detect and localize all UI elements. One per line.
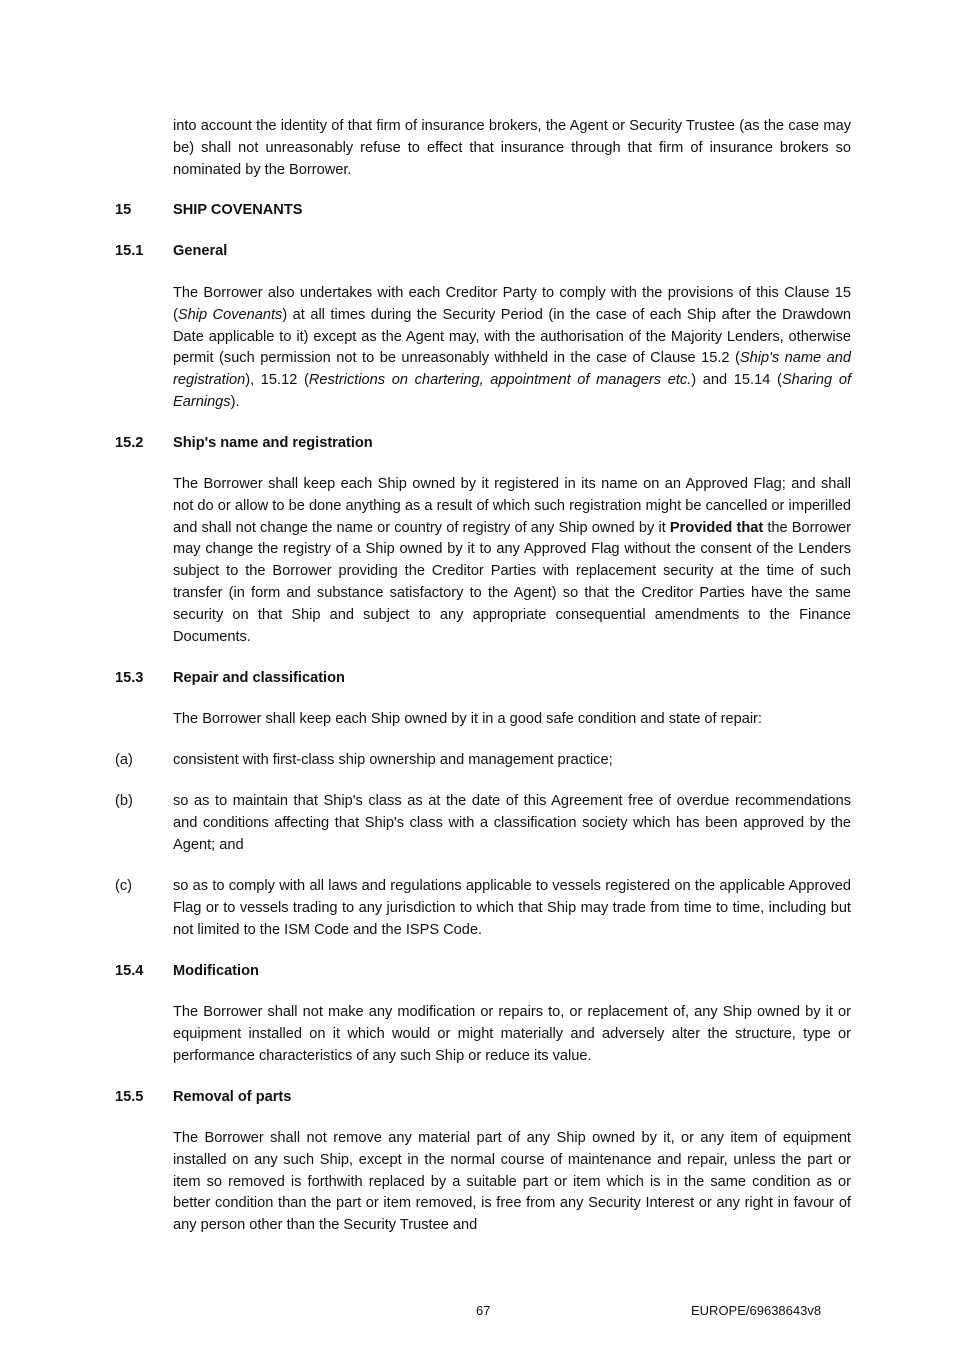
list-marker-b: (b) [115, 793, 133, 809]
text-run: ). [230, 393, 240, 410]
clause-15-1-paragraph [173, 283, 851, 414]
clause-15-title: SHIP COVENANTS [173, 202, 303, 218]
clause-reference-italic: Restrictions on chartering, appointment of managers etc. [308, 372, 692, 389]
clause-15-4-paragraph: The Borrower shall not make any modification or repairs to, or replacement of, any Ship owned by it or equipment installed on it which would or might materially and adversely alter the structure, type or performance characteristics of any such Ship or reduce its value. [173, 1004, 851, 1064]
clause-15-3-paragraph: The Borrower shall keep each Ship owned by it in a good safe condition and state of repair: [173, 711, 762, 727]
clause-15-4-number: 15.4 [115, 963, 144, 979]
clause-15-5-paragraph: The Borrower shall not remove any material part of any Ship owned by it, or any item of equipment installed on any such Ship, except in the normal course of maintenance and repair, unless the part or item so removed is forthwith replaced by a suitable part or item which is in the same condition as or better condition than the part or item removed, is free from any Security Interest or any right in favour of any person other than the Security Trustee and [173, 1130, 851, 1234]
clause-15-3-number: 15.3 [115, 670, 144, 686]
clause-15-4-title: Modification [173, 963, 259, 979]
text-run: ) at all times during the Security Period (in the case of each Ship after the Drawdown Date applicable to it) except as the Agent may, with the authorisation of the Majority Lenders, otherwise permit (such permission not to be unreasonably withheld in the case of Clause 15.2 ( [173, 306, 851, 367]
intro-paragraph: into account the identity of that firm of insurance brokers, the Agent or Security Trustee (as the case may be) shall not unreasonably refuse to effect that insurance through that firm of insurance brokers so nominated by the Borrower. [173, 118, 851, 178]
document-reference: EUROPE/69638643v8 [691, 1303, 822, 1318]
page-number: 67 [476, 1303, 491, 1318]
clause-15-2-paragraph [173, 474, 851, 648]
clause-15-2-title: Ship's name and registration [173, 435, 373, 451]
text-run: The Borrower also undertakes with each Creditor Party to comply with the provisions of this Clause 15 ( [173, 285, 851, 323]
list-item-a: consistent with first-class ship ownership and management practice; [173, 752, 613, 768]
text-run: ), 15.12 ( [245, 372, 309, 389]
list-marker-c: (c) [115, 878, 133, 894]
list-marker-a: (a) [115, 752, 133, 768]
clause-15-1-title: General [173, 243, 228, 259]
text-run: the Borrower may change the registry of a Ship owned by it to any Approved Flag without the consent of the Lenders subject to the Borrower providing the Creditor Parties with replacement security at the time of such transfer (in form and substance satisfactory to the Agent) so that the Creditor Parties have the same security on that Ship and subject to any appropriate consequential amendments to the Finance Documents. [173, 519, 851, 645]
clause-15-3-title: Repair and classification [173, 670, 345, 686]
clause-15-1-number: 15.1 [115, 243, 144, 259]
clause-15-number: 15 [115, 202, 132, 218]
clause-15-5-title: Removal of parts [173, 1089, 292, 1105]
clause-15-5-number: 15.5 [115, 1089, 144, 1105]
clause-reference-italic: Ship's name and registration [173, 350, 851, 389]
list-item-b: so as to maintain that Ship's class as at the date of this Agreement free of overdue recommendations and conditions affecting that Ship's class with a classification society which has been approved by the Agent; and [173, 793, 851, 853]
clause-reference-italic: Ship Covenants [177, 306, 283, 323]
list-item-c: so as to comply with all laws and regulations applicable to vessels registered on the applicable Approved Flag or to vessels trading to any jurisdiction to which that Ship may trade from time to time, including but not limited to the ISM Code and the ISPS Code. [173, 878, 851, 938]
clause-reference-italic: Sharing of Earnings [173, 372, 852, 410]
clause-15-2-number: 15.2 [115, 435, 144, 451]
text-run: ) and 15.14 ( [691, 372, 782, 389]
text-run: The Borrower shall keep each Ship owned by it registered in its name on an Approved Flag; and shall not do or allow to be done anything as a result of which such registration might be cancelled or imperilled and shall not change the name or country of registry of any Ship owned by it [173, 476, 851, 536]
provided-that-bold: Provided that [669, 519, 764, 536]
